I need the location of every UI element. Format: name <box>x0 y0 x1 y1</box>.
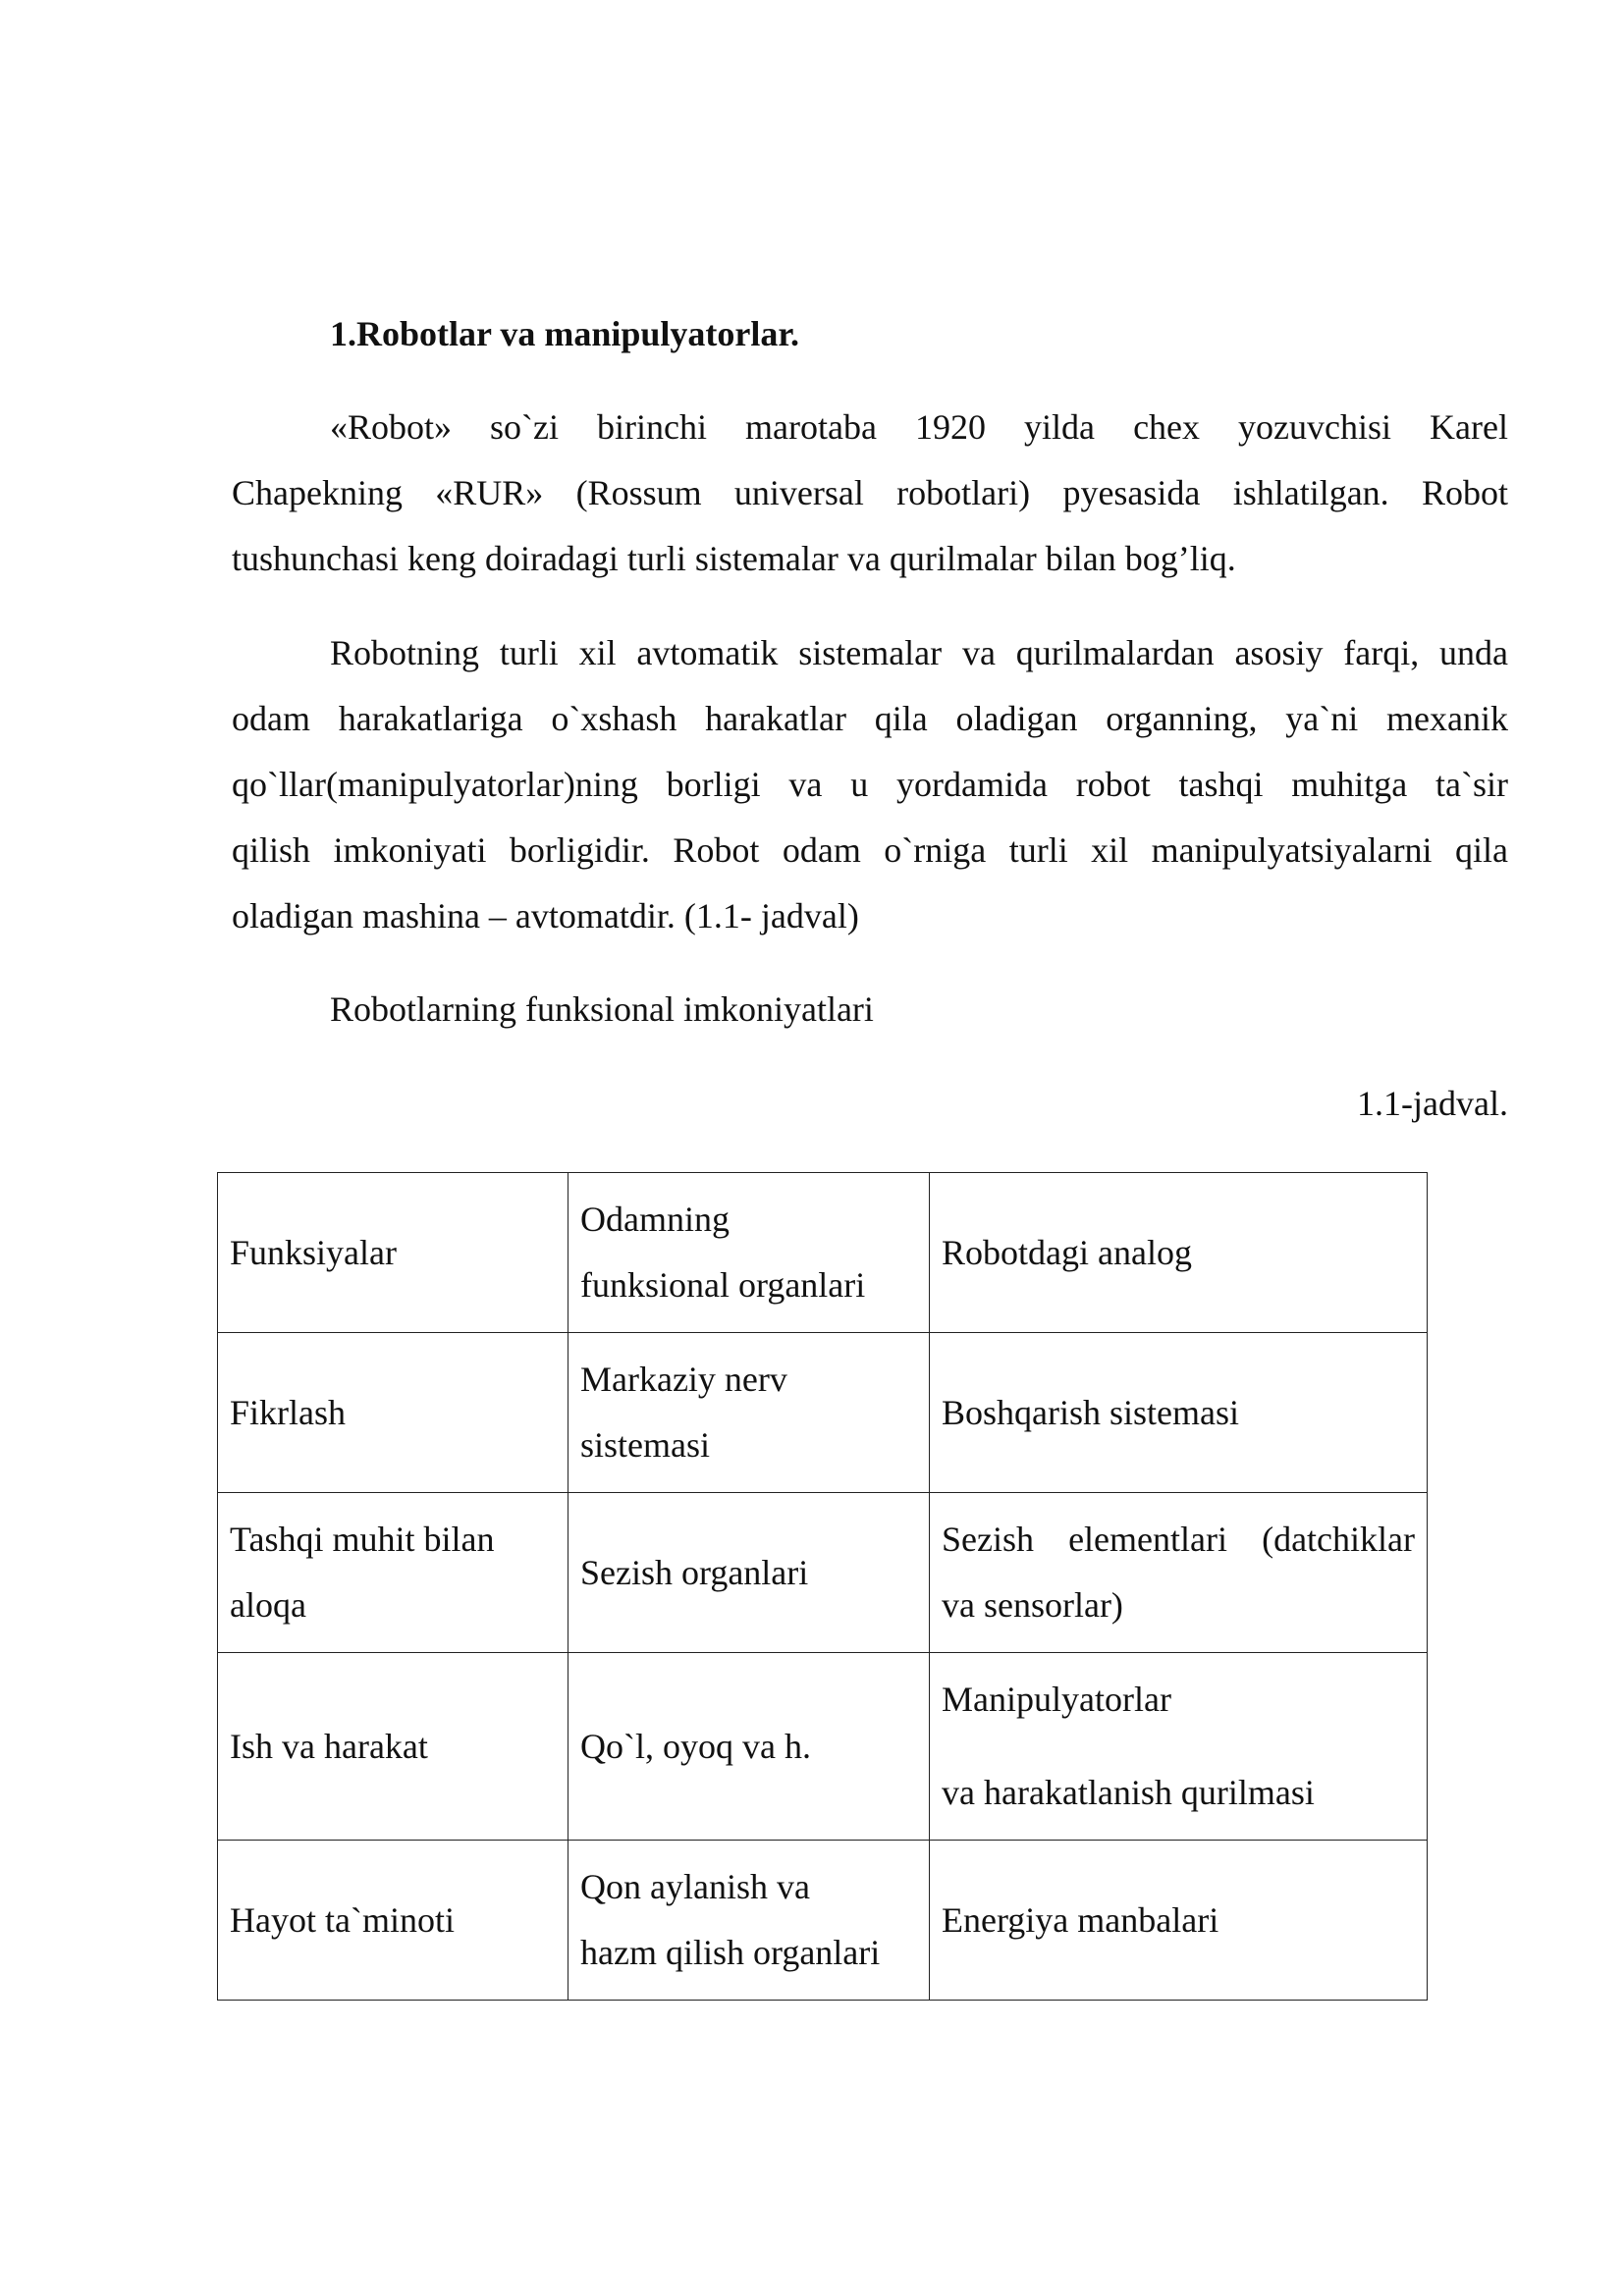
paragraph-robot-origin <box>232 395 1508 592</box>
paragraph-line: odam harakatlariga o`xshash harakatlar qila oladigan organning, ya`ni mexanik <box>232 699 1508 738</box>
paragraph-line: Chapekning «RUR» (Rossum universal robotlari) pyesasida ishlatilgan. Robot <box>232 473 1508 512</box>
table-cell <box>218 1653 568 1841</box>
cell-line: Tashqi muhit bilan <box>230 1520 495 1559</box>
table-header-cell <box>930 1173 1428 1333</box>
cell-line: va harakatlanish qurilmasi <box>942 1773 1315 1812</box>
cell-line: aloqa <box>230 1585 306 1625</box>
cell-text <box>580 1187 917 1318</box>
cell-line: hazm qilish organlari <box>580 1933 881 1972</box>
table-number-label: 1.1-jadval. <box>1357 1084 1508 1123</box>
cell-text <box>230 1714 556 1780</box>
cell-text <box>580 1347 917 1478</box>
cell-text <box>942 1380 1415 1446</box>
cell-text <box>942 1888 1415 1953</box>
cell-line: Ish va harakat <box>230 1726 428 1766</box>
paragraph-line: «Robot» so`zi birinchi marotaba 1920 yilda chex yozuvchisi Karel <box>330 407 1508 447</box>
cell-line: Odamning <box>580 1200 730 1239</box>
table-row <box>218 1493 1428 1653</box>
table-cell <box>568 1653 930 1841</box>
cell-text <box>230 1380 556 1446</box>
cell-line: Fikrlash <box>230 1392 347 1432</box>
table-cell <box>568 1333 930 1493</box>
table-cell <box>930 1333 1428 1493</box>
cell-line: Sezish organlari <box>580 1552 809 1592</box>
table-cell <box>930 1841 1428 2001</box>
cell-line: va sensorlar) <box>942 1585 1123 1625</box>
table-cell <box>218 1493 568 1653</box>
cell-text <box>230 1507 556 1638</box>
cell-text <box>580 1540 917 1606</box>
functions-table <box>217 1172 1428 2001</box>
paragraph-line: Robotning turli xil avtomatik sistemalar va qurilmalardan asosiy farqi, unda <box>330 633 1508 672</box>
cell-line: Qon aylanish va <box>580 1867 810 1906</box>
cell-text <box>942 1220 1415 1286</box>
paragraph-line: tushunchasi keng doiradagi turli sistemalar va qurilmalar bilan bog’liq. <box>232 539 1236 578</box>
cell-line: Qo`l, oyoq va h. <box>580 1726 811 1766</box>
table-header-cell <box>568 1173 930 1333</box>
table-row <box>218 1841 1428 2001</box>
paragraph-line: qo`llar(manipulyatorlar)ning borligi va u yordamida robot tashqi muhitga ta`sir <box>232 765 1508 804</box>
cell-line: Markaziy nerv <box>580 1360 787 1399</box>
paragraph-line: qilish imkoniyati borligidir. Robot odam o`rniga turli xil manipulyatsiyalarni qila <box>232 830 1508 870</box>
table-cell <box>568 1841 930 2001</box>
cell-line: Sezish elementlari (datchiklar <box>942 1520 1415 1559</box>
cell-line: sistemasi <box>580 1425 710 1465</box>
table-header-row <box>218 1173 1428 1333</box>
paragraph-line: oladigan mashina – avtomatdir. (1.1- jadval) <box>232 896 859 935</box>
table-cell <box>218 1333 568 1493</box>
table-cell <box>930 1493 1428 1653</box>
cell-text <box>942 1507 1415 1638</box>
section-heading: 1.Robotlar va manipulyatorlar. <box>330 314 800 353</box>
table-cell <box>218 1841 568 2001</box>
table-row <box>218 1333 1428 1493</box>
table-cell <box>930 1653 1428 1841</box>
cell-text <box>580 1714 917 1780</box>
cell-line: Hayot ta`minoti <box>230 1899 455 1940</box>
cell-text <box>580 1854 917 1986</box>
cell-line: Energiya manbalari <box>942 1899 1219 1940</box>
cell-line: Manipulyatorlar <box>942 1680 1171 1719</box>
cell-text <box>230 1888 556 1953</box>
cell-line: Boshqarish sistemasi <box>942 1392 1239 1432</box>
table-row <box>218 1653 1428 1841</box>
cell-line: Robotdagi analog <box>942 1232 1192 1272</box>
table-caption: Robotlarning funksional imkoniyatlari <box>330 989 874 1029</box>
cell-text <box>942 1667 1415 1826</box>
table-cell <box>568 1493 930 1653</box>
cell-text <box>230 1220 556 1286</box>
paragraph-robot-difference <box>232 620 1508 949</box>
cell-line: Funksiyalar <box>230 1232 397 1272</box>
table-header-cell <box>218 1173 568 1333</box>
cell-line: funksional organlari <box>580 1265 866 1305</box>
